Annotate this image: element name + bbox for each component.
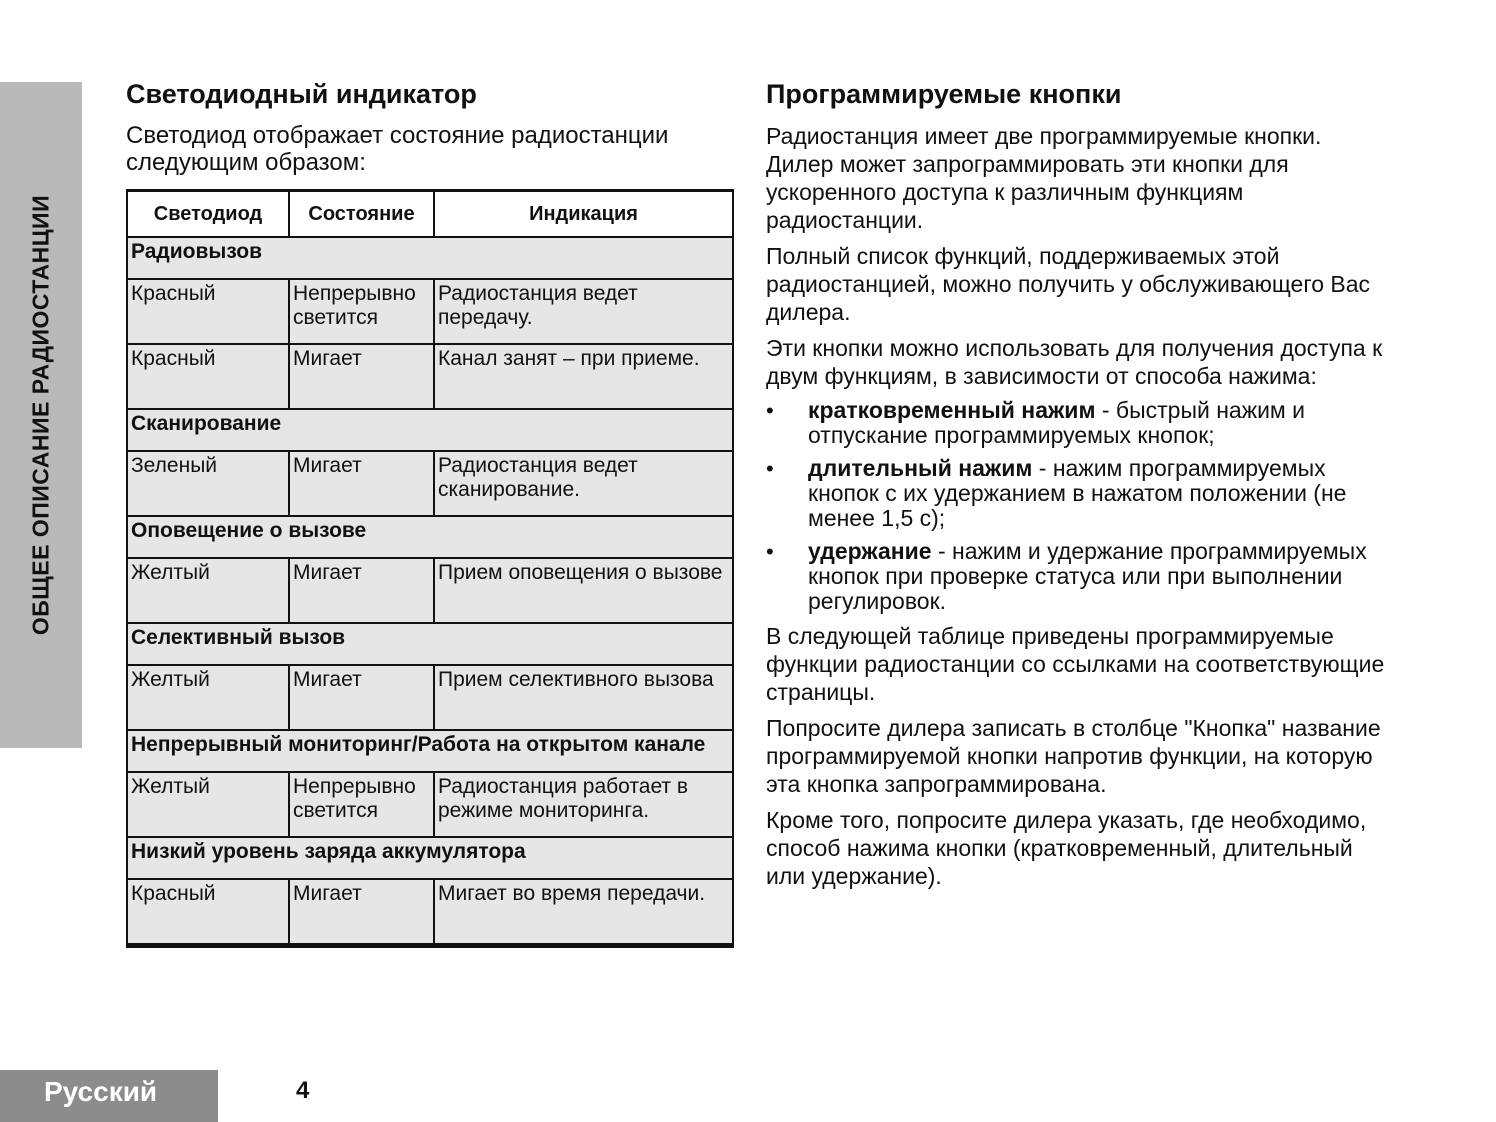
paragraph: Попросите дилера записать в столбце "Кнопка" название программируемой кнопки напротив функции, на которую эта кнопка запрограммирована. [766,715,1381,797]
table-row [127,879,733,946]
led-intro: Светодиод отображает состояние радиостанции следующим образом: [126,122,669,176]
cell-state: Мигает [289,665,434,730]
table-row [127,279,733,344]
list-item-text: - нажим и удержание программируемых кнопок при проверке статуса или при выполнении регулировок. [808,538,1367,614]
table-row [127,558,733,623]
list-item-term: длительный нажим [808,455,1033,481]
cell-indication: Мигает во время передачи. [434,879,733,946]
cell-indication: Прием селективного вызова [434,665,733,730]
section-title: Селективный вызов [127,623,733,665]
list-item [766,398,1386,448]
cell-led: Желтый [127,665,289,730]
section-row-monitoring [127,730,733,772]
led-table [126,189,734,948]
header-indication: Индикация [434,191,733,238]
bullet-icon: • [766,398,774,423]
table-row [127,665,733,730]
cell-led: Красный [127,279,289,344]
section-row-call-alert [127,516,733,558]
cell-indication: Прием оповещения о вызове [434,558,733,623]
list-item-text: - быстрый нажим и отпускание программируемых кнопок; [808,397,1305,448]
bullet-icon: • [766,539,774,564]
cell-indication: Радиостанция работает в режиме мониторинга. [434,772,733,837]
bullet-icon: • [766,456,774,481]
list-item-text: - нажим программируемых кнопок с их удержанием в нажатом положении (не менее 1,5 с); [808,455,1347,531]
header-led: Светодиод [127,191,289,238]
buttons-section-title: Программируемые кнопки [766,79,1122,109]
section-title: Непрерывный мониторинг/Работа на открытом канале [127,730,733,772]
cell-state: Мигает [289,558,434,623]
paragraph: Полный список функций, поддерживаемых этой радиостанцией, можно получить у обслуживающего Вас дилера. [766,243,1371,325]
cell-led: Желтый [127,772,289,837]
table-header-row [127,191,733,238]
paragraph: Кроме того, попросите дилера указать, где необходимо, способ нажима кнопки (кратковременный, длительный или удержание). [766,807,1367,889]
section-title: Оповещение о вызове [127,516,733,558]
section-row-radiocall [127,237,733,279]
list-item [766,456,1386,531]
cell-led: Красный [127,879,289,946]
side-tab [0,82,82,748]
section-title: Радиовызов [127,237,733,279]
section-row-selective-call [127,623,733,665]
cell-indication: Радиостанция ведет сканирование. [434,451,733,516]
cell-state: Мигает [289,344,434,409]
led-section-title: Светодиодный индикатор [126,79,477,109]
cell-state: Мигает [289,451,434,516]
cell-led: Желтый [127,558,289,623]
paragraph: Радиостанция имеет две программируемые кнопки. Дилер может запрограммировать эти кнопки для ускоренного доступа к различным функциям радиостанции. [766,123,1322,233]
section-row-low-battery [127,837,733,879]
paragraph: Эти кнопки можно использовать для получения доступа к двум функциям, в зависимости от способа нажима: [766,335,1383,389]
cell-state: Непрерывно светится [289,279,434,344]
cell-indication: Канал занят – при приеме. [434,344,733,409]
section-title: Низкий уровень заряда аккумулятора [127,837,733,879]
table-row [127,451,733,516]
right-column [766,78,1386,898]
list-item-term: кратковременный нажим [808,397,1096,423]
cell-state: Непрерывно светится [289,772,434,837]
language-label: Русский [44,1076,158,1107]
cell-state: Мигает [289,879,434,946]
cell-indication: Радиостанция ведет передачу. [434,279,733,344]
section-title: Сканирование [127,409,733,451]
left-column [126,78,734,948]
side-tab-label: ОБЩЕЕ ОПИСАНИЕ РАДИОСТАНЦИИ [27,194,54,636]
table-row [127,344,733,409]
paragraph: В следующей таблице приведены программируемые функции радиостанции со ссылками на соответствующие страницы. [766,623,1385,705]
press-types-list [766,398,1386,614]
cell-led: Красный [127,344,289,409]
section-row-scanning [127,409,733,451]
cell-led: Зеленый [127,451,289,516]
page-number: 4 [296,1077,310,1104]
list-item-term: удержание [808,538,932,564]
list-item [766,539,1386,614]
table-row [127,772,733,837]
header-state: Состояние [289,191,434,238]
